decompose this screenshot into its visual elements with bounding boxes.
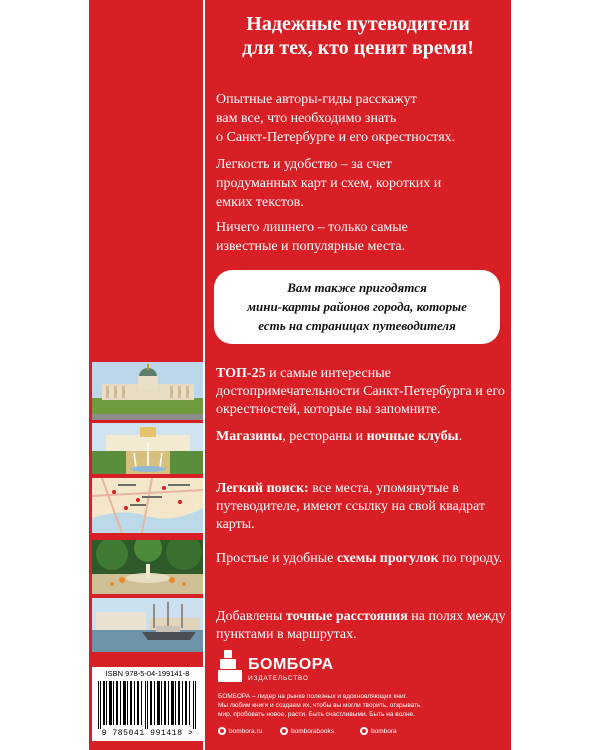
globe-icon — [218, 727, 226, 735]
social-site[interactable]: bombora.ru — [218, 727, 262, 735]
feature-distances: Добавлены точные расстояния на полях между пунктами в маршрутах. — [216, 609, 506, 642]
social-vk[interactable]: bomborabooks — [280, 727, 334, 735]
feature-top25: ТОП-25 и самые интересные достопримечательности Санкт-Петербурга и его окрестностей, которые вы запомните. — [216, 366, 505, 417]
heading-line-1: Надежные путеводители — [246, 13, 470, 35]
summer-garden-photo — [92, 540, 203, 594]
isbn-barcode — [92, 667, 203, 741]
peterhof-fountain-photo — [92, 423, 203, 474]
callout-text: Вам также пригодятся мини-карты районов города, которые есть на страницах путеводителя — [247, 280, 467, 333]
feature-easy-search: Легкий поиск: все места, упомянутые в путеводителе, имеют ссылку на свой квадрат карты. — [216, 481, 485, 532]
mini-map-photo — [92, 478, 203, 533]
isbn-label: ISBN 978-5-04-199141-8 — [105, 669, 190, 678]
publisher-name: БОМБОРА — [248, 656, 334, 673]
mini-maps-callout — [214, 270, 500, 344]
telegram-icon — [360, 727, 368, 735]
intro-paragraph-authors: Опытные авторы-гиды расскажут вам все, что необходимо знать о Санкт-Петербурге и его окрестностях. — [216, 92, 456, 145]
publisher-socials — [218, 727, 508, 739]
feature-shops: Магазины, рестораны и ночные клубы. — [216, 429, 463, 444]
heading-line-2: для тех, кто ценит время! — [242, 37, 474, 59]
publisher-about: БОМБОРА – лидер на рынке полезных и вдохновляющих книг. Мы любим книги и создаем их, чтобы вы могли творить, открывать мир, пробовать новое, расти. Быть счастливыми. Быть на волне. — [218, 693, 421, 718]
aurora-cruiser-photo — [92, 598, 203, 652]
vk-icon — [280, 727, 288, 735]
intro-paragraph-convenience: Легкость и удобство – за счет продуманных карт и схем, коротких и емких текстов. — [216, 157, 442, 210]
feature-walk-schemes: Простые и удобные схемы прогулок по городу. — [216, 551, 503, 566]
bombora-logo-icon — [218, 650, 244, 684]
social-telegram[interactable]: bombora — [360, 727, 397, 735]
publisher-subtitle: ИЗДАТЕЛЬСТВО — [248, 675, 309, 682]
barcode-digits: 9 785041 991418 > — [101, 729, 194, 738]
intro-paragraph-essentials: Ничего лишнего – только самые известные и популярные места. — [216, 220, 408, 254]
back-cover-heading — [205, 12, 511, 60]
thumbnail-divider — [203, 0, 205, 750]
barcode-bars — [96, 681, 199, 729]
kazan-cathedral-photo — [92, 362, 203, 420]
